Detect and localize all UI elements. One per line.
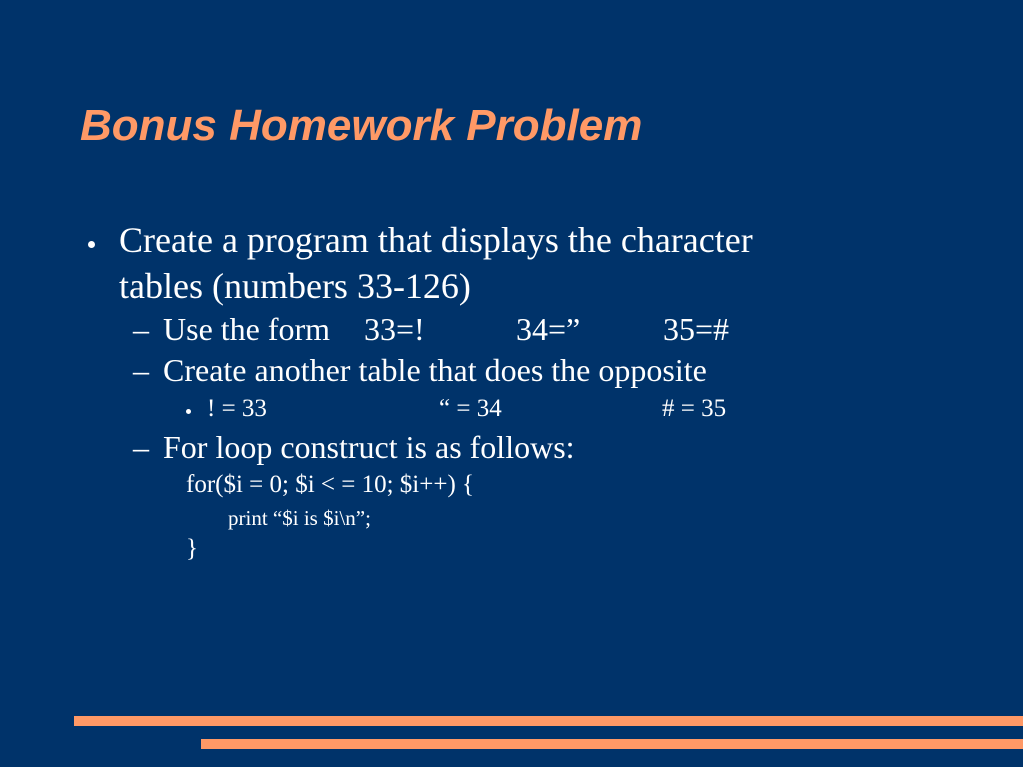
sub-bullet-dash-2: – xyxy=(133,352,149,388)
sub-bullet-dash-1: – xyxy=(133,311,149,347)
code-line-3: } xyxy=(186,535,198,562)
sub-item-opposite: Create another table that does the opposite xyxy=(163,352,707,388)
main-bullet-line-2: tables (numbers 33-126) xyxy=(119,266,471,306)
form-example-35: 35=# xyxy=(663,311,730,347)
form-example-33: 33=! xyxy=(364,311,425,347)
sub-item-form-label: Use the form xyxy=(163,311,331,347)
code-line-2: print “$i is $i\n”; xyxy=(228,506,371,530)
opposite-example-34: “ = 34 xyxy=(439,395,502,422)
main-bullet-dot-icon xyxy=(88,241,95,248)
sub-sub-bullet-dot-icon xyxy=(186,409,191,414)
slide-title: Bonus Homework Problem xyxy=(80,101,643,150)
accent-bar-bottom xyxy=(201,739,1023,749)
sub-item-loop: For loop construct is as follows: xyxy=(163,429,575,465)
main-bullet-line-1: Create a program that displays the character xyxy=(119,220,753,260)
code-line-1: for($i = 0; $i < = 10; $i++) { xyxy=(186,471,475,498)
sub-bullet-dash-3: – xyxy=(133,429,149,465)
opposite-example-35: # = 35 xyxy=(662,395,727,422)
accent-bar-top xyxy=(74,716,1023,726)
form-example-34: 34=” xyxy=(516,311,581,347)
opposite-example-33: ! = 33 xyxy=(207,395,267,422)
